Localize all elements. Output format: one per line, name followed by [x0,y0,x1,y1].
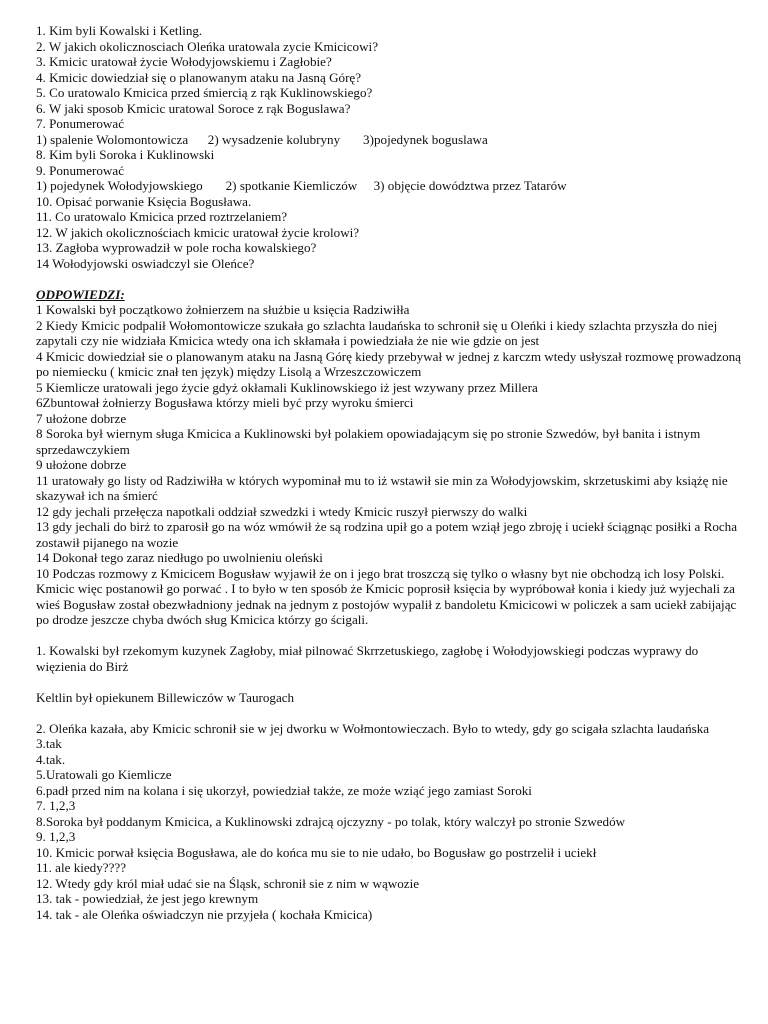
question-line: 10. Opisać porwanie Księcia Bogusława. [36,193,252,209]
spacer [36,674,748,690]
note-line: 8.Soroka był poddanym Kmicica, a Kuklinowski zdrajcą ojczyzny - po tolak, który walczył po stronie Szwedów [36,813,626,829]
question-line: 3. Kmicic uratował życie Wołodyjowskiemu i Zagłobie? [36,54,332,69]
note-line: 6.padł przed nim na kolana i się ukorzył, powiedział także, ze może wziąć jego zamiast Soroki [36,782,532,798]
question-line: 7. Ponumerować [36,116,124,131]
answer-paragraph: 9 ułożone dobrze [36,457,127,472]
note-line: 9. 1,2,3 [36,829,76,844]
answer-paragraph: 12 gdy jechali przełęcza napotkali oddział szwedzki i wtedy Kmicic ruszył pierwszy do walki [36,503,528,519]
notes-list [36,721,748,923]
question-line: 4. Kmicic dowiedział się o planowanym ataku na Jasną Górę? [36,69,362,85]
question-line: 1) spalenie Wolomontowicza 2) wysadzenie kolubryny 3)pojedynek boguslawa [36,131,488,147]
answer-paragraph: 7 ułożone dobrze [36,410,127,426]
answers-list [36,302,748,628]
note-kowalski: 1. Kowalski był rzekomym kuzynek Zagłoby, miał pilnować Skrrzetuskiego, zagłobę i Wołodyjowskiegi podczas wyprawy do więzienia do Birż [36,643,699,674]
note-line: 13. tak - powiedział, że jest jego krewnym [36,891,259,906]
question-line: 1) pojedynek Wołodyjowskiego 2) spotkanie Kiemliczów 3) objęcie dowództwa przez Tatarów [36,178,567,193]
question-line: 5. Co uratowalo Kmicica przed śmiercią z rąk Kuklinowskiego? [36,85,373,100]
spacer [36,705,748,721]
question-line: 6. W jaki sposob Kmicic uratowal Soroce z rąk Boguslawa? [36,100,351,116]
question-line: 2. W jakich okolicznosciach Oleńka uratowala zycie Kmicicowi? [36,38,379,54]
answer-paragraph: 4 Kmicic dowiedział sie o planowanym ataku na Jasną Górę kiedy przebywał w jednej z karczm wtedy usłyszał rozmowę prowadzoną po niemiecku ( kmicic znał ten język) między Lisolą a Wrzeszczowiczem [36,348,741,379]
question-line: 9. Ponumerować [36,162,124,178]
note-line: 2. Oleńka kazała, aby Kmicic schronił sie w jej dworku w Wołmontowieczach. Było to wtedy, gdy go scigała szlachta laudańska [36,720,710,736]
note-line: 4.tak. [36,751,66,767]
answer-paragraph: 10 Podczas rozmowy z Kmicicem Bogusław wyjawił że on i jego brat troszczą się tylko o własny byt nie obchodzą ich losy Polski. Kmicic więc postanowił go porwać . I to było w ten sposób że Kmicic poprosił księcia by wypróbował konia i kiedy już wyjechali za wieś Bogusław został obezwładniony jednak na jednym z postojów wypalił z bandoletu Kmicicowi w policzek a sam uciekł zabijając po drodze jeszcze chyba dwóch sług Kmicica którzy go ścigali. [36,565,737,627]
question-line: 14 Wołodyjowski oswiadczyl sie Oleńce? [36,255,255,271]
answers-heading: ODPOWIEDZI: [36,286,125,302]
note-ketling: Keltlin był opiekunem Billewiczów w Taurogach [36,689,295,705]
answer-paragraph: 8 Soroka był wiernym sługa Kmicica a Kuklinowski był polakiem opowiadającym się po stronie Szwedów, był banita i istnym sprzedawczykiem [36,426,701,457]
answer-paragraph: 13 gdy jechali do birż to zparosił go na wóz wmówił że są rodzina upił go a potem wziął jego zbroję i uciekł ściągnąc posiłki a Rocha zostawił pijanego na wozie [36,519,738,550]
answer-paragraph: 2 Kiedy Kmicic podpalił Wołomontowicze szukała go szlachta laudańska to schronił się u Oleńki i kiedy szlachta przyszła do niej zapytali czy nie widziała Kmicica wtedy ona ich skłamała i powiedziała że nie wie gdzie on jest [36,317,718,348]
question-line: 11. Co uratowalo Kmicica przed roztrzelaniem? [36,209,288,224]
spacer [36,628,748,644]
questions-list [36,23,748,271]
note-line: 10. Kmicic porwał księcia Bogusława, ale do końca mu sie to nie udało, bo Bogusław go postrzelił i uciekł [36,844,597,860]
answer-paragraph: 6Zbuntował żołnierzy Bogusława którzy mieli być przy wyroku śmierci [36,395,414,410]
answer-paragraph: 14 Dokonał tego zaraz niedługo po uwolnieniu oleński [36,550,323,565]
spacer [36,271,748,287]
note-line: 11. ale kiedy???? [36,860,127,875]
note-line: 3.tak [36,736,62,751]
answer-paragraph: 11 uratowały go listy od Radziwiłła w których wypominał mu to iż wstawił sie min za Wołodyjowskim, skrzetuskimi aby książę nie skazywał ich na śmierć [36,472,728,503]
question-line: 12. W jakich okolicznościach kmicic uratował życie krolowi? [36,224,360,240]
question-line: 13. Zagłoba wyprowadził w pole rocha kowalskiego? [36,240,317,255]
document-body [36,23,748,922]
note-line: 5.Uratowali go Kiemlicze [36,767,172,782]
answer-paragraph: 5 Kiemlicze uratowali jego życie gdyż okłamali Kuklinowskiego iż jest wzywany przez Millera [36,379,538,395]
note-line: 7. 1,2,3 [36,798,76,813]
note-line: 14. tak - ale Oleńka oświadczyn nie przyjeła ( kochała Kmicica) [36,906,373,922]
question-line: 8. Kim byli Soroka i Kuklinowski [36,147,215,162]
answer-paragraph: 1 Kowalski był początkowo żołnierzem na służbie u księcia Radziwiłła [36,302,410,317]
question-line: 1. Kim byli Kowalski i Ketling. [36,23,203,38]
note-line: 12. Wtedy gdy król miał udać sie na Śląsk, schronił sie z nim w wąwozie [36,875,420,891]
